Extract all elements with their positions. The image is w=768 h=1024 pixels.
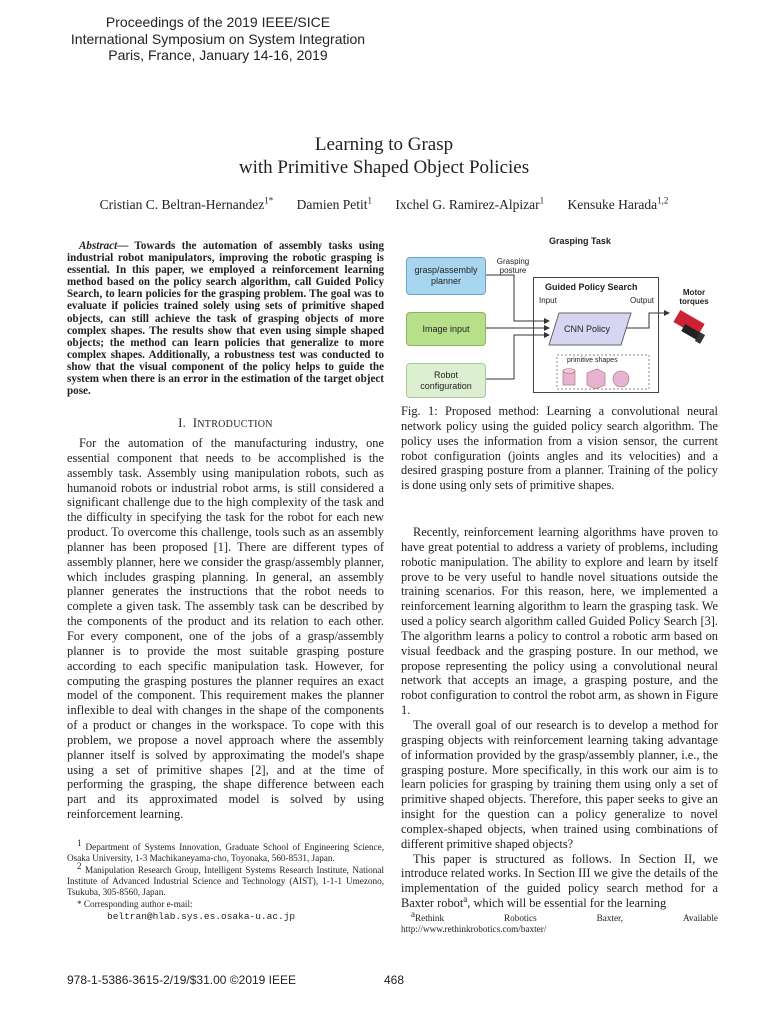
robot-gripper-icon	[673, 310, 705, 344]
author-email[interactable]: beltran@hlab.sys.es.osaka-u.ac.jp	[107, 911, 296, 922]
input-label: Input	[539, 296, 557, 305]
cnn-policy-label: CNN Policy	[564, 324, 611, 334]
robot-config-box: Robot configuration	[406, 363, 486, 398]
footnote-3: * Corresponding author e-mail:	[77, 899, 193, 909]
copyright-footer: 978-1-5386-3615-2/19/$31.00 ©2019 IEEE	[67, 973, 297, 987]
conference-line-1: Proceedings of the 2019 IEEE/SICE	[105, 14, 331, 30]
author: Kensuke Harada$^{1,2}$	[567, 195, 669, 212]
conference-line-3: Paris, France, January 14-16, 2019	[108, 47, 328, 63]
footnotes	[67, 837, 385, 922]
grasping-posture-label: Grasping posture	[496, 257, 530, 275]
caption-label: Fig. 1:	[401, 404, 438, 418]
image-input-box: Image input	[406, 312, 486, 346]
section-heading: I. INTRODUCTION	[178, 416, 273, 430]
intro-paragraph: For the automation of the manufacturing industry, one essential component that needs to be accomplished is the assembly task. Assembly using manipulation robots, such as humanoid robots or industrial robot arms, is still considered a significant challenge due to the high complexity of the task and the difficulty in specifying the task for the robot for each new product. To overcome this challenge, tools such as an assembly planner has been proposed [1]. There are different types of assembly planner, here we consider the grasp/assembly planner, which includes grasping planning. In general, an assembly planner generates the instructions that the robot needs to complete a given task. The assembly task can be described by the components of the product and its relation to each other. For every component, one of the jobs of a grasp/assembly planner is to provide the most suitable grasping posture according to each specific manipulation task. However, for computing the grasping postures the planner requires an exact model of the component. This requirement makes the planner inflexible to deal with changes in the shape of the components of a product or changes in the workspace. To cope with this problem, we propose a novel approach where the assembly planner itself is solved by approximating the model's shape using a set of primitive shapes [2], and at the time of performing the grasping, the shape difference between each part and its approximated model is solved by using reinforcement learning.	[67, 436, 384, 822]
abstract-text: — Towards the automation of assembly tasks using industrial robot manipulators, improving the robotic grasping is essential. In this paper, we employed a reinforcement learning method based on the policy search algorithm, call Guided Policy Search, to learn policies for the grasping problem. The goal was to evaluate if policies trained solely using sets of primitive shaped objects, can still achieve the task of grasping objects of more complex shapes. The results show that even using simple shaped objects; the method can learn policies that generalize to more complex shapes. Additionally, a robustness test was conducted to show that the visual component of the policy helps to guide the system when there is an error in the estimation of the target object pose.	[67, 240, 384, 398]
abstract	[67, 240, 384, 397]
footnote-url[interactable]: http://www.rethinkrobotics.com/baxter/	[401, 924, 547, 934]
footnote-2: $^2$ Manipulation Research Group, Intelligent Systems Research Institute, National Institute of Advanced Industrial Science and Technology (AIST), 1-1-1 Umezono, Tsukuba, 305-8560, Japan.	[67, 860, 385, 897]
right-column-body	[401, 525, 718, 911]
figure-title: Grasping Task	[549, 236, 611, 246]
title-line-2: with Primitive Shaped Object Policies	[238, 157, 530, 178]
primitive-shapes-label: primitive shapes	[567, 357, 618, 364]
planner-box: grasp/assembly planner	[406, 257, 486, 295]
body-paragraph: Recently, reinforcement learning algorithms have proven to have great potential to address a variety of problems, including robotic manipulation. The ability to explore and learn by itself prove to be very useful to handle novel situations outside the training scenarios. For this reason, here, we implemented a reinforcement learning algorithm to learn the grasping task. We used a policy search algorithm called Guided Policy Search [3]. The algorithm learns a policy to control a robotic arm based on visual feedback and the grasping posture. In our method, we propose representing the policy using a convolutional neural network that accepts an image, a grasping posture, and the robot configuration to control the robot arm, as shown in Figure 1.	[401, 525, 718, 718]
conference-line-2: International Symposium on System Integration	[70, 30, 366, 47]
gps-title: Guided Policy Search	[545, 282, 638, 292]
author: Ixchel G. Ramirez-Alpizar$^1$	[395, 195, 545, 212]
output-label: Output	[630, 296, 655, 305]
author: Damien Petit$^1$	[296, 195, 372, 212]
abstract-label: Abstract	[79, 240, 118, 252]
gps-frame	[533, 277, 659, 393]
body-paragraph: This paper is structured as follows. In Section II, we introduce related works. In Section III we give the details of the implementation of the guided policy search method for a Baxter robot$^a$, which will be essential for the learning	[401, 851, 718, 911]
author-list	[0, 197, 768, 213]
paper-title	[0, 133, 768, 179]
figure-caption	[401, 404, 718, 493]
caption-text: Proposed method: Learning a convolutional neural network policy using the guided policy search algorithm. The policy uses the information from a vision sensor, the current robot configuration (joints angles and its velocities) and a desired grasping posture from a planner. Training of the policy is done using only sets of primitive shapes.	[401, 404, 718, 493]
motor-torques-label: Motor torques	[679, 288, 709, 306]
body-paragraph: The overall goal of our research is to develop a method for grasping objects with reinforcement learning taking advantage of information provided by the grasp/assembly planner, i.e., the grasping posture. More specifically, in this work our aim is to learn policies for grasping by training them using only a set of primitive shaped objects. Therefore, this paper seeks to give an insight for the question can a policy generalize to novel complex-shaped objects, when trained using combinations of different primitive shaped objects?	[401, 717, 718, 851]
left-column-body	[67, 436, 384, 822]
author: Cristian C. Beltran-Hernandez$^{1*}$	[99, 195, 274, 212]
title-line-1: Learning to Grasp	[314, 134, 454, 155]
footnote-1: $^1$ Department of Systems Innovation, Graduate School of Engineering Science, Osaka University, 1-3 Machikaneyama-cho, Toyonaka, 560-8531, Japan.	[67, 837, 384, 863]
page-number: 468	[384, 973, 405, 987]
figure-1	[399, 233, 719, 398]
footnote-a: $^a$Rethink Robotics Baxter, Available http://www.rethinkrobotics.com/baxter/	[401, 908, 718, 934]
conference-header	[68, 14, 368, 64]
